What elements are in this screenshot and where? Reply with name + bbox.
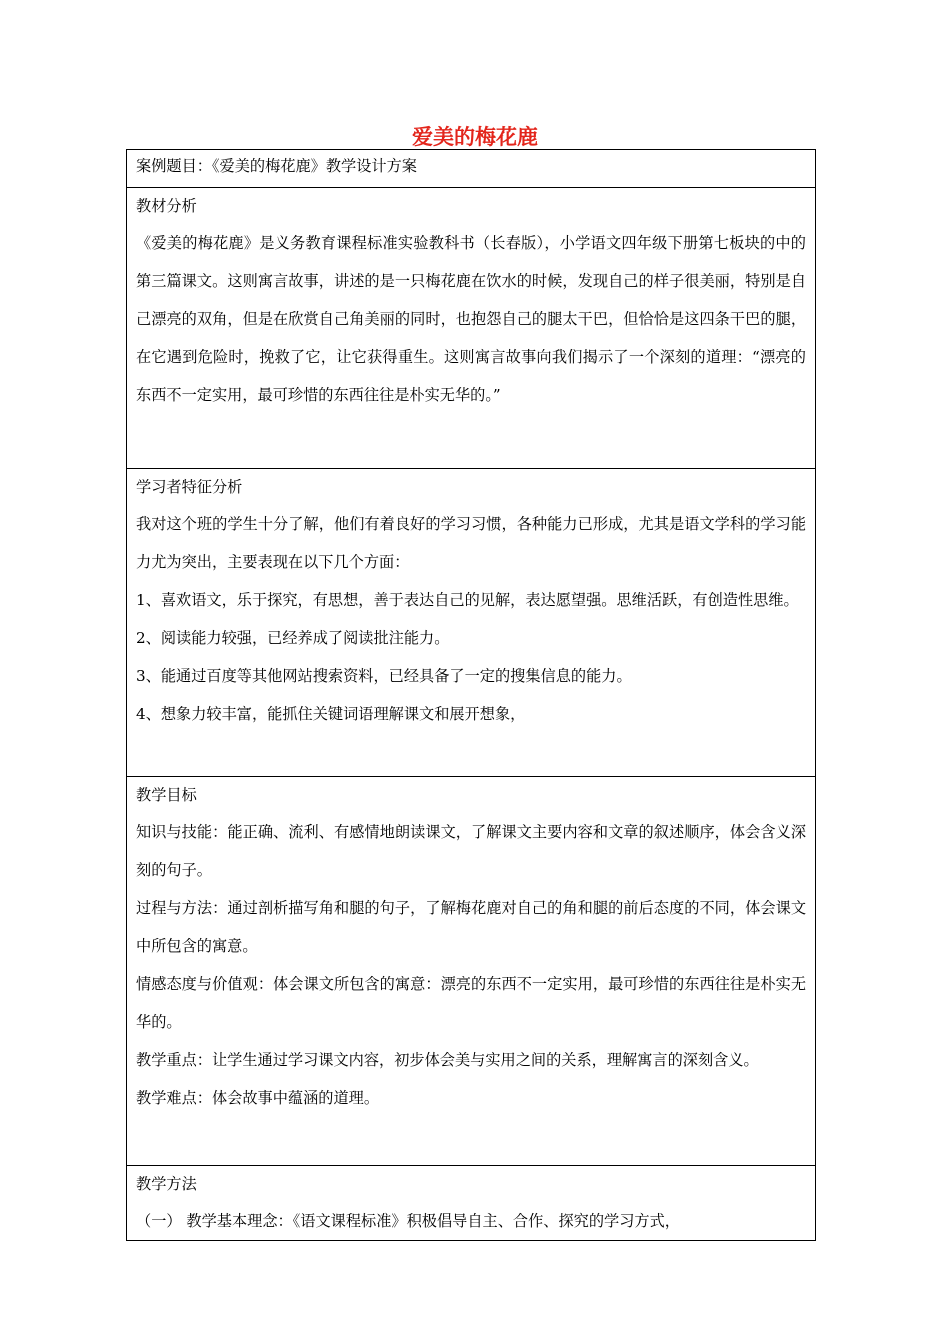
teaching-method-item: （一） 教学基本理念：《语文课程标准》积极倡导自主、合作、探究的学习方式， bbox=[136, 1212, 680, 1230]
learner-analysis-row bbox=[127, 469, 816, 777]
lesson-plan-table bbox=[126, 149, 816, 1241]
case-title-cell bbox=[127, 150, 816, 188]
teaching-difficulty: 教学难点：体会故事中蕴涵的道理。 bbox=[136, 1089, 379, 1107]
learner-item: 2、阅读能力较强，已经养成了阅读批注能力。 bbox=[136, 629, 450, 647]
learner-analysis-cell bbox=[127, 469, 816, 777]
learner-item: 3、能通过百度等其他网站搜索资料，已经具备了一定的搜集信息的能力。 bbox=[136, 667, 632, 685]
material-analysis-paragraph: 《爱美的梅花鹿》是义务教育课程标准实验教科书（长春版），小学语文四年级下册第七板块的中的第三篇课文。这则寓言故事，讲述的是一只梅花鹿在饮水的时候，发现自己的样子很美丽，特别是自己漂亮的双角，但是在欣赏自己角美丽的同时，也抱怨自己的腿太干巴，但恰恰是这四条干巴的腿，在它遇到危险时，挽救了它，让它获得重生。这则寓言故事向我们揭示了一个深刻的道理：“漂亮的东西不一定实用，最可珍惜的东西往往是朴实无华的。” bbox=[136, 234, 806, 404]
teaching-method-row bbox=[127, 1166, 816, 1241]
teaching-method-heading: 教学方法 bbox=[136, 1175, 197, 1193]
teaching-goals-cell bbox=[127, 777, 816, 1166]
teaching-goals-row bbox=[127, 777, 816, 1166]
teaching-key-point: 教学重点：让学生通过学习课文内容，初步体会美与实用之间的关系，理解寓言的深刻含义。 bbox=[136, 1051, 759, 1069]
learner-analysis-intro: 我对这个班的学生十分了解，他们有着良好的学习习惯，各种能力已形成，尤其是语文学科的学习能力尤为突出，主要表现在以下几个方面： bbox=[136, 515, 806, 571]
material-analysis-heading: 教材分析 bbox=[136, 197, 197, 215]
process-method-goal: 过程与方法：通过剖析描写角和腿的句子，了解梅花鹿对自己的角和腿的前后态度的不同，体会课文中所包含的寓意。 bbox=[136, 899, 806, 955]
material-analysis-cell bbox=[127, 188, 816, 469]
case-title-row bbox=[127, 150, 816, 188]
knowledge-skill-goal: 知识与技能：能正确、流利、有感情地朗读课文，了解课文主要内容和文章的叙述顺序，体会含义深刻的句子。 bbox=[136, 823, 806, 879]
learner-item: 1、喜欢语文，乐于探究，有思想，善于表达自己的见解，表达愿望强。思维活跃，有创造性思维。 bbox=[136, 591, 799, 609]
teaching-goals-heading: 教学目标 bbox=[136, 786, 197, 804]
learner-analysis-heading: 学习者特征分析 bbox=[136, 478, 243, 496]
emotion-value-goal: 情感态度与价值观：体会课文所包含的寓意：漂亮的东西不一定实用，最可珍惜的东西往往是朴实无华的。 bbox=[136, 975, 806, 1031]
teaching-method-cell bbox=[127, 1166, 816, 1241]
document-title: 爱美的梅花鹿 bbox=[412, 125, 538, 149]
case-title-text: 案例题目：《爱美的梅花鹿》教学设计方案 bbox=[136, 157, 417, 175]
material-analysis-row bbox=[127, 188, 816, 469]
learner-item: 4、想象力较丰富，能抓住关键词语理解课文和展开想象， bbox=[136, 705, 526, 723]
